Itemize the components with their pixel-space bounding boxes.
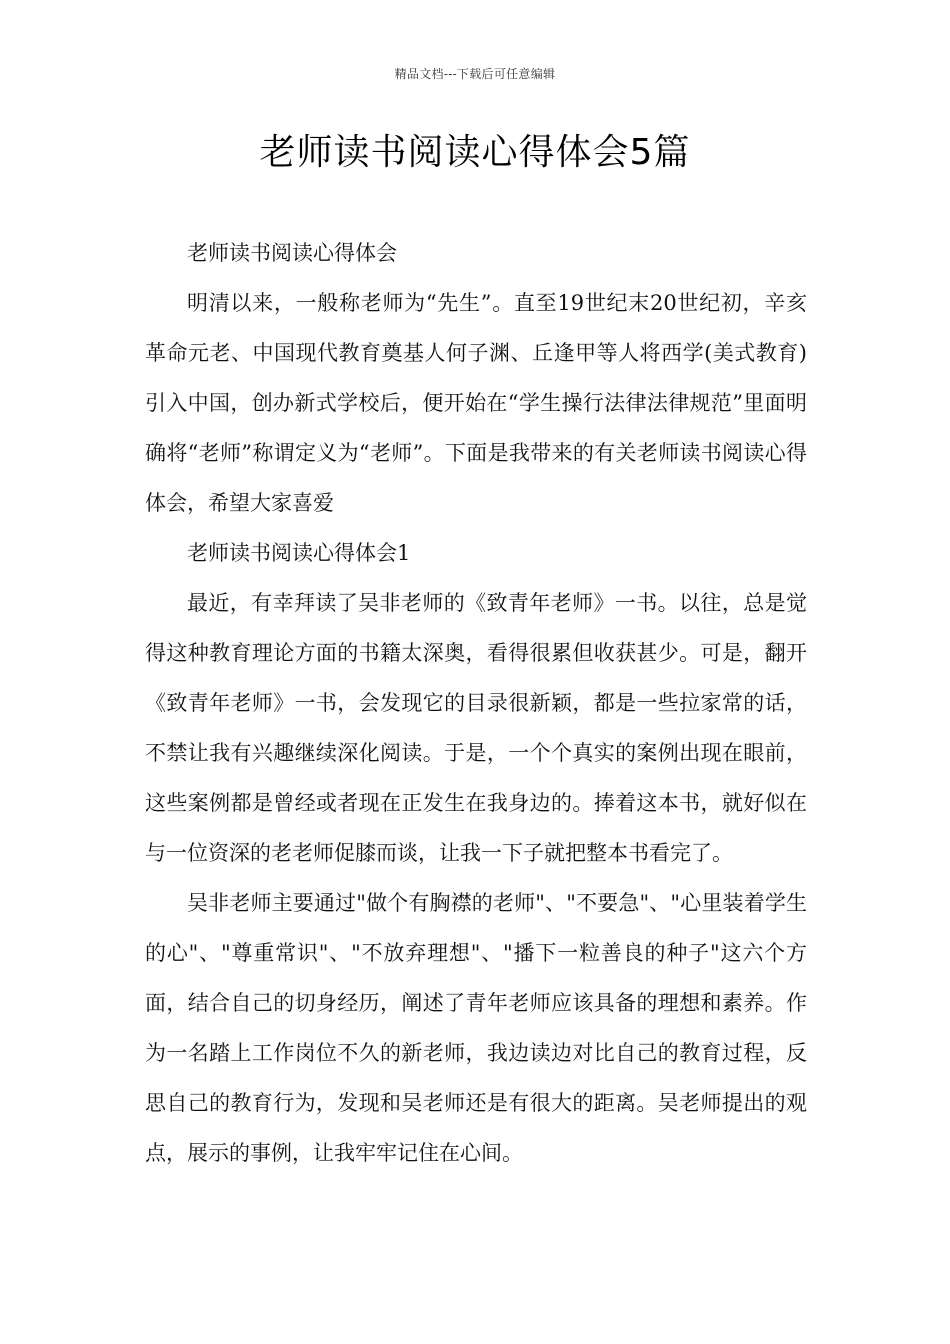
paragraph-section-heading: 老师读书阅读心得体会	[187, 241, 397, 265]
paragraph-essay-1-body-2: 吴非老师主要通过"做个有胸襟的老师"、"不要急"、"心里装着学生的心"、"尊重常识"、"不放弃理想"、"播下一粒善良的种子"这六个方面，结合自己的切身经历，阐述了青年老师应该具备的理想和素养。作为一名踏上工作岗位不久的新老师，我边读边对比自己的教育过程，反思自己的教育行为，发现和吴老师还是有很大的距离。吴老师提出的观点，展示的事例，让我牢牢记住在心间。	[145, 891, 807, 1165]
document-title: 老师读书阅读心得体会5篇	[259, 132, 691, 173]
paragraph-introduction: 明清以来，一般称老师为“先生”。直至19世纪末20世纪初，辛亥革命元老、中国现代教育奠基人何子渊、丘逢甲等人将西学(美式教育)引入中国，创办新式学校后，便开始在“学生操行法律法律规范”里面明确将“老师”称谓定义为“老师”。下面是我带来的有关老师读书阅读心得体会，希望大家喜爱	[145, 291, 807, 515]
paragraph-essay-1-heading: 老师读书阅读心得体会1	[187, 541, 411, 565]
document-body	[145, 228, 807, 1178]
paragraph-essay-1-body-1: 最近，有幸拜读了吴非老师的《致青年老师》一书。以往，总是觉得这种教育理论方面的书籍太深奥，看得很累但收获甚少。可是，翻开《致青年老师》一书，会发现它的目录很新颖，都是一些拉家常的话，不禁让我有兴趣继续深化阅读。于是，一个个真实的案例出现在眼前，这些案例都是曾经或者现在正发生在我身边的。捧着这本书，就好似在与一位资深的老老师促膝而谈，让我一下子就把整本书看完了。	[145, 591, 807, 865]
page-header-note: 精品文档---下载后可任意编辑	[394, 67, 556, 81]
